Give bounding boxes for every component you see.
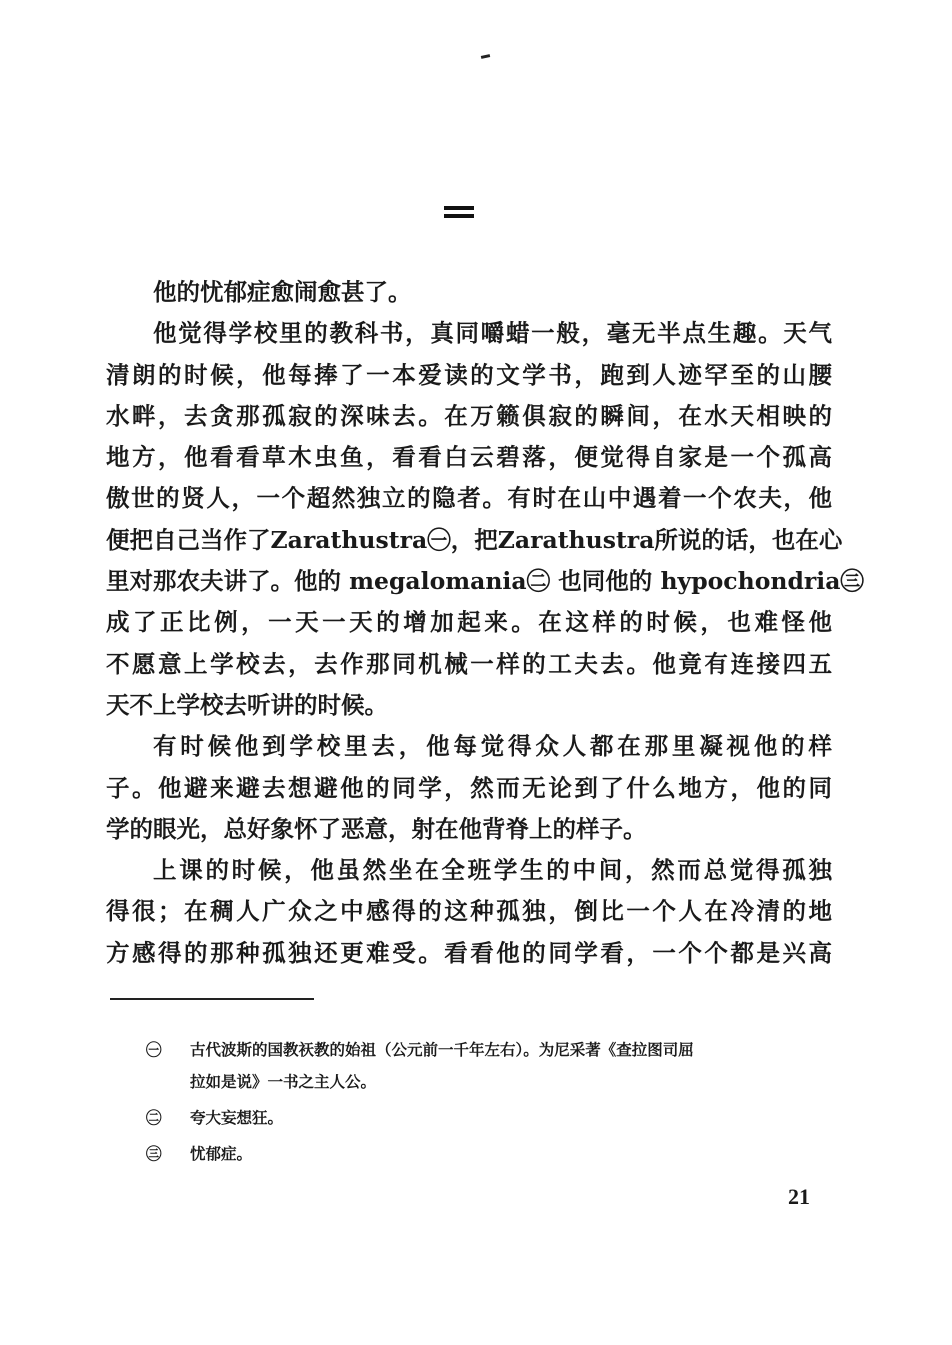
footnote [146, 1102, 836, 1134]
body-line: 便把自己当作了Zarathustra㊀，把Zarathustra所说的话，也在心 [106, 525, 843, 554]
body-line: 上课的时候，他虽然坐在全班学生的中间，然而总觉得孤独 [153, 856, 832, 885]
body-line: 清朗的时候，他每捧了一本爱读的文学书，跑到人迹罕至的山腰 [106, 360, 832, 389]
footnote [146, 1138, 836, 1170]
footnote-text: 夸大妄想狂。 [190, 1108, 284, 1127]
body-line: 得很；在稠人广众之中感得的这种孤独，倒比一个人在冷清的地 [106, 897, 832, 926]
body-line: 方感得的那种孤独还更难受。看看他的同学看，一个个都是兴高 [106, 938, 832, 967]
body-line: 不愿意上学校去，去作那同机械一样的工夫去。他竟有连接四五 [106, 649, 832, 678]
footnote-text: 古代波斯的国教祆教的始祖（公元前一千年左右）。为尼采著《查拉图司屈 [190, 1040, 694, 1059]
page-top-mark [481, 54, 490, 59]
footnote-text: 忧郁症。 [190, 1144, 253, 1163]
footnote [146, 1034, 836, 1098]
body-line: 水畔，去贪那孤寂的深味去。在万籁俱寂的瞬间，在水天相映的 [106, 401, 832, 430]
body-line: 他觉得学校里的教科书，真同嚼蜡一般，毫无半点生趣。天气 [153, 319, 832, 348]
body-line: 里对那农夫讲了。他的 megalomania㊁ 也同他的 hypochondria㊂ [106, 567, 864, 596]
footnote-divider [110, 998, 314, 1000]
body-line: 天不上学校去听讲的时候。 [106, 690, 388, 719]
footnotes [146, 1034, 836, 1170]
body-line: 傲世的贤人，一个超然独立的隐者。有时在山中遇着一个农夫，他 [106, 484, 832, 513]
page-number: 21 [788, 1184, 810, 1209]
body-line: 他的忧郁症愈闹愈甚了。 [153, 278, 412, 306]
chapter-heading [438, 196, 482, 226]
footnote-marker: ㊀ [146, 1040, 162, 1059]
body-line: 有时候他到学校里去，他每觉得众人都在那里凝视他的样 [153, 732, 832, 761]
body-line: 学的眼光，总好象怀了恶意，射在他背脊上的样子。 [106, 814, 647, 843]
footnote-text: 拉如是说》一书之主人公。 [190, 1072, 377, 1091]
body-line: 地方，他看看草木虫鱼，看看白云碧落，便觉得自家是一个孤高 [106, 443, 832, 472]
body-line: 子。他避来避去想避他的同学，然而无论到了什么地方，他的同 [106, 773, 832, 802]
footnote-marker: ㊁ [146, 1108, 162, 1127]
footnote-marker: ㊂ [146, 1144, 162, 1163]
body-line: 成了正比例，一天一天的增加起来。在这样的时候，也难怪他 [106, 608, 832, 637]
body-text [106, 272, 864, 974]
